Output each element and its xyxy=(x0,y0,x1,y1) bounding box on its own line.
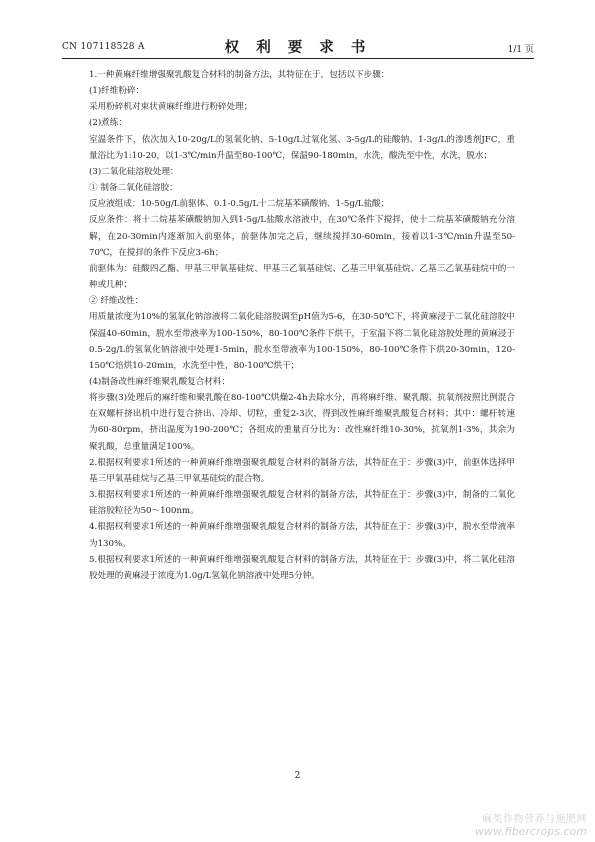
claim-4: 4.根据权利要求1所述的一种黄麻纤维增强聚乳酸复合材料的制备方法，其特征在于：步骤(3)中，脱水至带液率为130%。 xyxy=(89,522,515,549)
page-title: 权 利 要 求 书 xyxy=(224,39,372,56)
page-number: 2 xyxy=(294,771,301,781)
page-indicator: 1/1 页 xyxy=(507,45,534,55)
fiber-modification-text: 用质量浓度为10%的氢氧化钠溶液将二氧化硅溶胶调至pH值为5-6，在30-50℃下，将黄麻浸于二氧化硅溶胶中保温40-60min，脱水至带液率为100-150%，80-100℃条件下烘干，于室温下将二氧化硅溶胶处理的黄麻浸于0.5-2g/L的氢氧化钠溶液中处理1-5min，脱水至带液率为100-150%，80-100℃条件下烘20-30min，120-150℃焙烘10-20min，水洗至中性，80-100℃烘干； xyxy=(89,312,515,371)
publication-number: CN 107118528 A xyxy=(62,42,145,52)
step-1-text: 采用粉碎机对束状黄麻纤维进行粉碎处理； xyxy=(89,102,253,113)
claim-5: 5.根据权利要求1所述的一种黄麻纤维增强聚乳酸复合材料的制备方法，其特征在于：步骤(3)中，将二氧化硅溶胶处理的黄麻浸于浓度为1.0g/L氢氧化钠溶液中处理5分钟。 xyxy=(89,554,515,581)
step-4-text: 将步骤(3)处理后的麻纤维和聚乳酸在80-100℃烘燥2-4h去除水分，再将麻纤维、聚乳酸、抗氧剂按照比例混合在双螺杆挤出机中进行复合挤出、冷却、切粒，重复2-3次，得到改性麻纤维聚乳酸复合材料；其中：螺杆转速为60-80rpm，挤出温度为190-200℃；各组成的重量百分比为：改性麻纤维10-30%，抗氧剂1-3%，其余为聚乳酸，总重量满足100%。 xyxy=(89,393,515,452)
substep-2-heading: ② 纤维改性： xyxy=(89,296,144,307)
step-3-heading: (3)二氧化硅溶胶处理： xyxy=(89,166,179,177)
watermark-site-name: 麻类作物营养与施肥网 xyxy=(482,814,587,825)
reaction-conditions: 反应条件：将十二烷基苯磺酸钠加入到1-5g/L盐酸水溶液中，在30℃条件下搅拌，使十二烷基苯磺酸钠充分溶解，在20-30min内逐渐加入前驱体，前驱体加完之后，继续搅拌30-60min，接着以1-3℃/min升温至50-70℃，在搅拌的条件下反应3-6h； xyxy=(89,215,515,258)
step-2-text: 室温条件下，依次加入10-20g/L的氢氧化钠、5-10g/L过氧化氢、3-5g/L的硅酸钠、1-3g/L的渗透剂JFC，重量浴比为1:10-20，以1-3℃/min升温至80-100℃，保温90-180min，水洗，酸洗至中性，水洗，脱水； xyxy=(89,134,515,161)
header-rule xyxy=(62,58,534,59)
document-header xyxy=(62,36,534,58)
step-2-heading: (2)煮练： xyxy=(89,118,127,129)
step-4-heading: (4)制备改性麻纤维聚乳酸复合材料： xyxy=(89,376,231,387)
reaction-composition: 反应液组成：10-50g/L前驱体、0.1-0.5g/L十二烷基苯磺酸钠、1-5g/L盐酸； xyxy=(89,199,390,210)
watermark-url: www.fibercrops.com xyxy=(474,825,587,838)
watermark xyxy=(475,810,587,838)
claim-3: 3.根据权利要求1所述的一种黄麻纤维增强聚乳酸复合材料的制备方法，其特征在于：步骤(3)中，制备的二氧化硅溶胶粒径为50～100nm。 xyxy=(89,490,515,517)
substep-1-heading: ① 制备二氧化硅溶胶： xyxy=(89,183,178,194)
claim-2: 2.根据权利要求1所述的一种黄麻纤维增强聚乳酸复合材料的制备方法，其特征在于：步骤(3)中，前驱体选择甲基三甲氧基硅烷与乙基三甲氧基硅烷的混合物。 xyxy=(89,457,515,484)
claims-body xyxy=(89,67,515,584)
precursor-list: 前驱体为：硅酸四乙酯、甲基三甲氧基硅烷、甲基三乙氧基硅烷、乙基三甲氧基硅烷、乙基三乙氧基硅烷中的一种或几种； xyxy=(89,263,515,291)
step-1-heading: (1)纤维粉碎： xyxy=(89,86,145,97)
claim-1-intro: 1.一种黄麻纤维增强聚乳酸复合材料的制备方法，其特征在于，包括以下步骤： xyxy=(89,70,390,80)
